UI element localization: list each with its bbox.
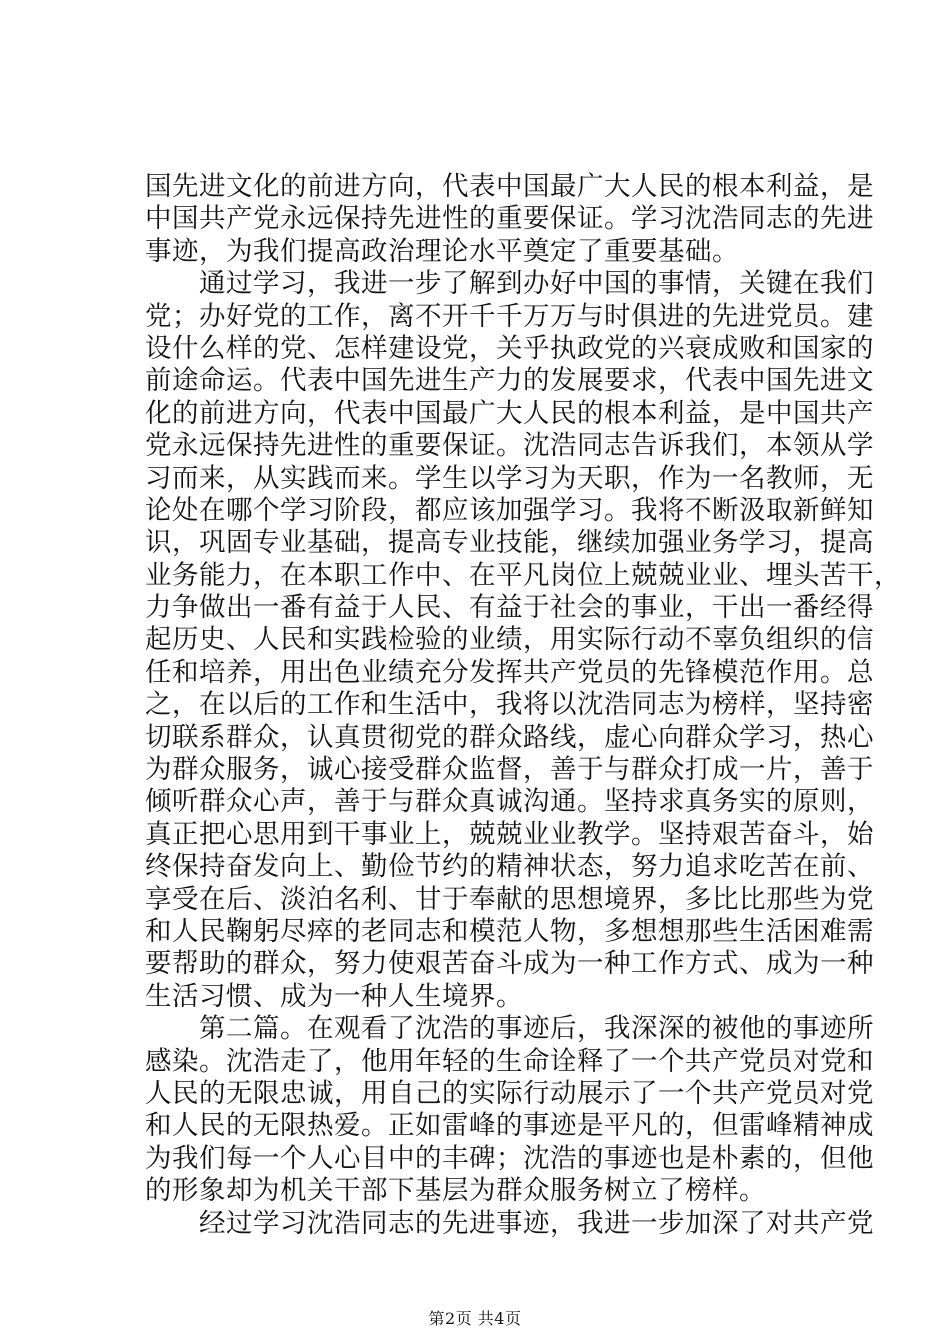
text-line: 习而来，从实践而来。学生以学习为天职，作为一名教师，无 — [145, 462, 874, 494]
text-line: 之，在以后的工作和生活中，我将以沈浩同志为榜样，坚持密 — [145, 689, 874, 721]
page-footer: 第2页 共4页 — [428, 1309, 522, 1328]
text-line: 力争做出一番有益于人民、有益于社会的事业，干出一番经得 — [145, 592, 874, 624]
text-line: 倾听群众心声，善于与群众真诚沟通。坚持求真务实的原则， — [145, 786, 874, 818]
text-line: 识，巩固专业基础，提高专业技能，继续加强业务学习，提高 — [145, 527, 874, 559]
text-line: 为我们每一个人心目中的丰碑；沈浩的事迹也是朴素的，但他 — [145, 1142, 874, 1174]
text-line: 任和培养，用出色业绩充分发挥共产党员的先锋模范作用。总 — [145, 656, 874, 688]
text-line: 党永远保持先进性的重要保证。沈浩同志告诉我们，本领从学 — [145, 430, 874, 462]
text-line: 设什么样的党、怎样建设党，关乎执政党的兴衰成败和国家的 — [145, 332, 874, 364]
text-line: 前途命运。代表中国先进生产力的发展要求，代表中国先进文 — [145, 365, 874, 397]
text-line: 第二篇。在观看了沈浩的事迹后，我深深的被他的事迹所 — [145, 1013, 874, 1045]
text-line: 党；办好党的工作，离不开千千万万与时俱进的先进党员。建 — [145, 300, 874, 332]
text-line: 经过学习沈浩同志的先进事迹，我进一步加深了对共产党 — [145, 1207, 874, 1239]
body-text — [145, 171, 901, 1240]
text-line: 和人民鞠躬尽瘁的老同志和模范人物，多想想那些生活困难需 — [145, 915, 874, 947]
text-line: 享受在后、淡泊名利、甘于奉献的思想境界，多比比那些为党 — [145, 883, 874, 915]
text-line: 要帮助的群众，努力使艰苦奋斗成为一种工作方式、成为一种 — [145, 948, 874, 980]
text-line: 为群众服务，诚心接受群众监督，善于与群众打成一片，善于 — [145, 754, 874, 786]
text-line: 感染。沈浩走了，他用年轻的生命诠释了一个共产党员对党和 — [145, 1045, 874, 1077]
text-line: 人民的无限忠诚，用自己的实际行动展示了一个共产党员对党 — [145, 1077, 874, 1109]
text-line: 国先进文化的前进方向，代表中国最广大人民的根本利益，是 — [145, 171, 874, 202]
text-line: 论处在哪个学习阶段，都应该加强学习。我将不断汲取新鲜知 — [145, 494, 874, 526]
text-line: 切联系群众，认真贯彻党的群众路线，虚心向群众学习，热心 — [145, 721, 874, 753]
text-line: 化的前进方向，代表中国最广大人民的根本利益，是中国共产 — [145, 397, 874, 429]
text-line: 终保持奋发向上、勤俭节约的精神状态，努力追求吃苦在前、 — [145, 851, 874, 883]
text-line: 生活习惯、成为一种人生境界。 — [145, 980, 523, 1012]
text-line: 的形象却为机关干部下基层为群众服务树立了榜样。 — [145, 1175, 766, 1207]
text-line: 事迹，为我们提高政治理论水平奠定了重要基础。 — [145, 235, 739, 267]
text-line: 业务能力，在本职工作中、在平凡岗位上兢兢业业、埋头苦干， — [145, 559, 901, 591]
text-line: 真正把心思用到干事业上，兢兢业业教学。坚持艰苦奋斗，始 — [145, 818, 874, 850]
text-line: 和人民的无限热爱。正如雷峰的事迹是平凡的，但雷峰精神成 — [145, 1110, 874, 1142]
text-line: 起历史、人民和实践检验的业绩，用实际行动不辜负组织的信 — [145, 624, 874, 656]
text-line: 中国共产党永远保持先进性的重要保证。学习沈浩同志的先进 — [145, 203, 874, 235]
text-line: 通过学习，我进一步了解到办好中国的事情，关键在我们 — [145, 268, 874, 300]
